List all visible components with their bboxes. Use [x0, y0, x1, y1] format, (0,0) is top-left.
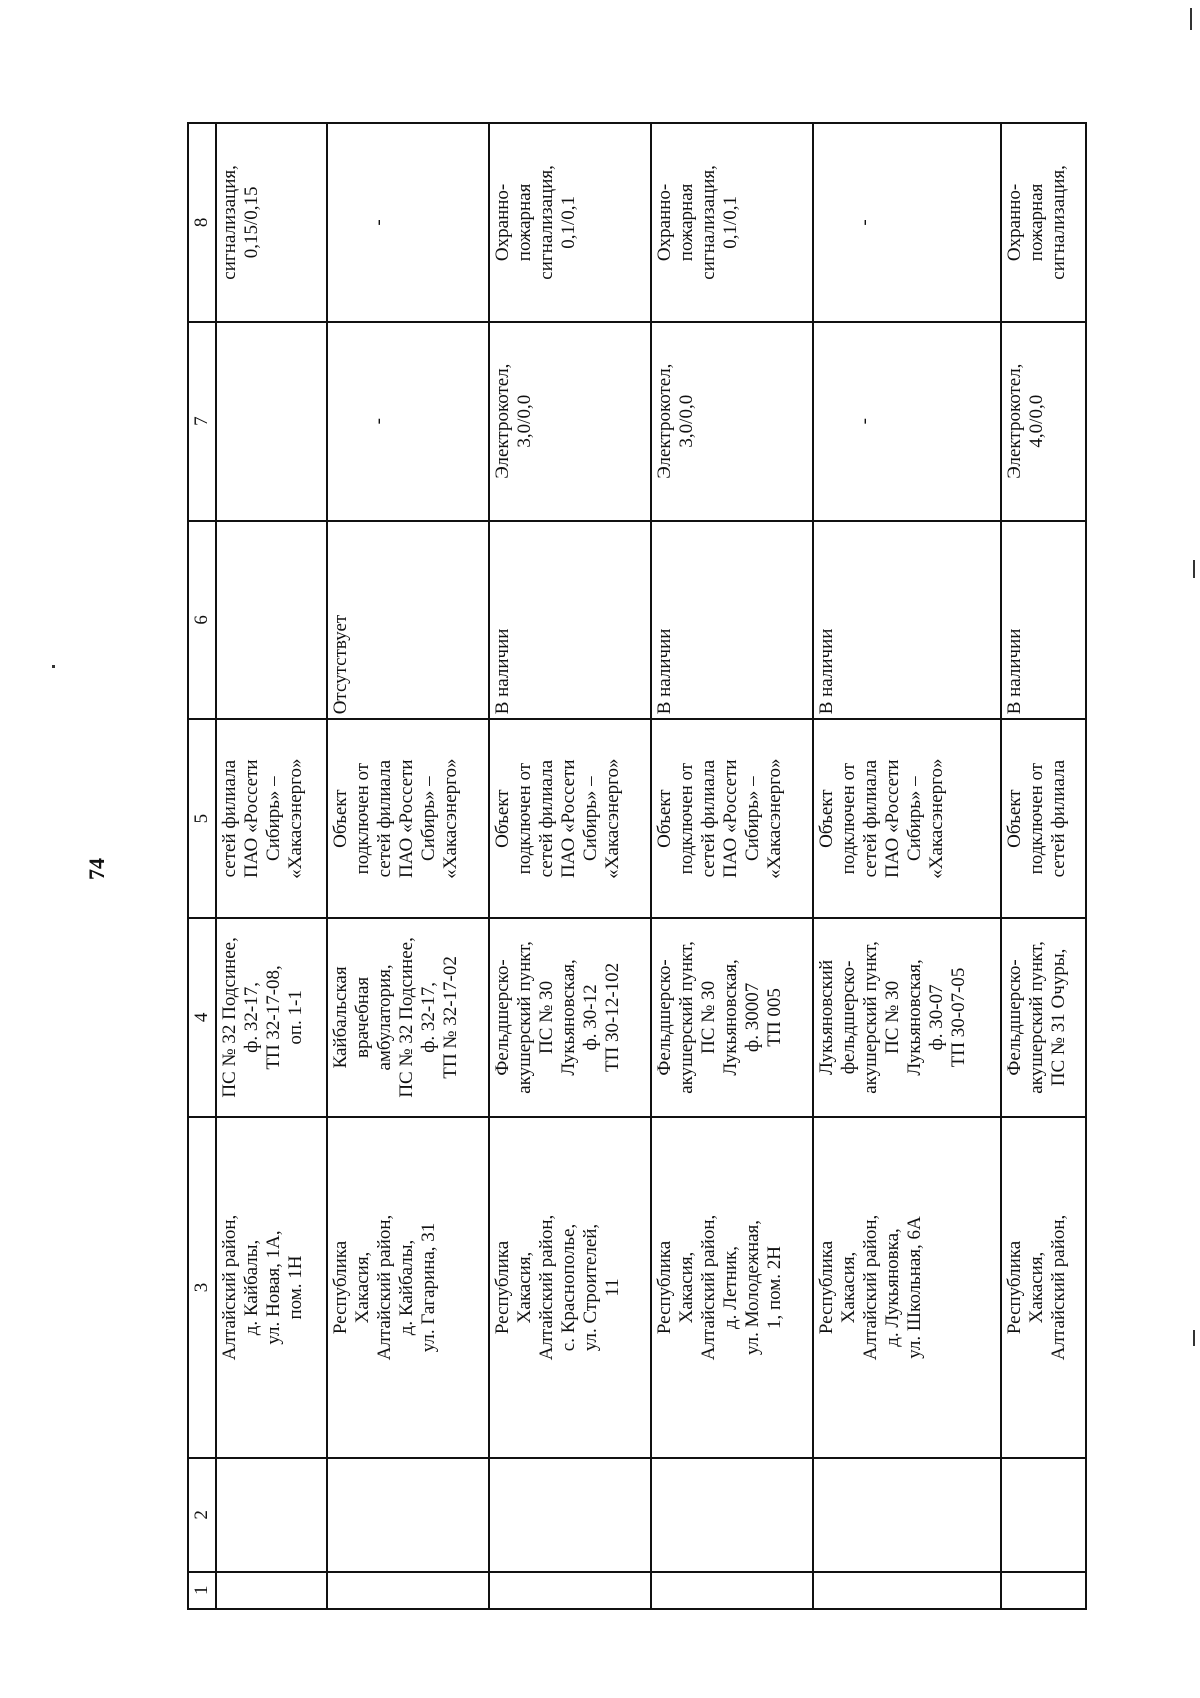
rotated-table-container: [187, 165, 1087, 1610]
cell-line: Объект: [329, 789, 351, 848]
cell-line: пожарная: [675, 183, 697, 262]
cell-line: Электрокотел,: [491, 363, 513, 479]
cell-line: ф. 30-07: [926, 984, 948, 1051]
cell-line: пом. 1Н: [285, 1255, 306, 1320]
cell-line: В наличии: [491, 628, 513, 715]
cell-line: с. Краснополье,: [557, 1223, 579, 1352]
cell-col-5: [327, 719, 489, 918]
cell-col-6: [1001, 521, 1086, 720]
table-row: [489, 123, 651, 1609]
cell-col-2: [813, 1458, 1001, 1571]
cell-line: ТП 30-12-102: [601, 962, 623, 1073]
cell-line: Охранно-: [653, 183, 675, 262]
table-row: [327, 123, 489, 1609]
cell-line: Республика: [653, 1240, 675, 1335]
cell-line: ПС № 30: [535, 980, 557, 1054]
cell-col-3: [216, 1117, 327, 1458]
cell-line: оп. 1-1: [285, 990, 306, 1045]
cell-line: фельдшерско-: [838, 960, 860, 1075]
scan-mark-right-top: [1190, 8, 1192, 30]
cell-col-4: [813, 918, 1001, 1117]
cell-col-8: [327, 123, 489, 322]
cell-col-6: [216, 521, 327, 720]
cell-col-7: [327, 322, 489, 521]
cell-line: сигнализация,: [535, 165, 557, 280]
header-row: [188, 123, 216, 1609]
cell-line: ул. Новая, 1А,: [263, 1230, 284, 1345]
cell-col-2: [651, 1458, 813, 1571]
cell-line: ПАО «Россети: [557, 759, 579, 878]
cell-col-4: [216, 918, 327, 1117]
cell-line: подключен от: [351, 762, 373, 875]
cell-line: сетей филиала: [373, 759, 395, 878]
cell-line: Хакасия,: [838, 1251, 860, 1324]
table-row: [216, 123, 327, 1609]
cell-line: Фельдшерско-: [491, 959, 513, 1076]
cell-col-7: [813, 322, 1001, 521]
cell-line: 11: [601, 1278, 623, 1297]
cell-col-1: [489, 1572, 651, 1609]
cell-col-6: [489, 521, 651, 720]
cell-line: сетей филиала: [697, 759, 719, 878]
header-cell-3: 3: [188, 1117, 216, 1458]
cell-line: Сибирь» –: [417, 776, 439, 861]
cell-line: ПАО «Россети: [719, 759, 741, 878]
cell-line: В наличии: [653, 628, 675, 715]
cell-col-1: [327, 1572, 489, 1609]
cell-col-1: [813, 1572, 1001, 1609]
cell-line: Охранно-: [1004, 183, 1026, 262]
cell-line: д. Кайбалы,: [395, 1239, 417, 1336]
cell-col-8: [216, 123, 327, 322]
cell-line: ПАО «Россети: [395, 759, 417, 878]
cell-line: сетей филиала: [1048, 759, 1070, 878]
cell-line: ул. Молодежная,: [741, 1219, 763, 1356]
header-cell-6: 6: [188, 521, 216, 720]
cell-col-5: [651, 719, 813, 918]
cell-col-5: [813, 719, 1001, 918]
cell-col-1: [216, 1572, 327, 1609]
cell-line: сигнализация,: [1048, 165, 1070, 280]
scan-mark-right-mid: [1193, 560, 1195, 578]
cell-line: «Хакасэнерго»: [926, 758, 948, 879]
cell-col-1: [1001, 1572, 1086, 1609]
cell-col-3: [651, 1117, 813, 1458]
cell-line: акушерский пункт,: [513, 941, 535, 1094]
cell-line: подключен от: [1026, 762, 1048, 875]
cell-col-4: [327, 918, 489, 1117]
cell-col-2: [216, 1458, 327, 1571]
table-row: [651, 123, 813, 1609]
cell-line: Хакасия,: [1026, 1251, 1048, 1324]
cell-line: Электрокотел,: [1004, 363, 1026, 479]
cell-line: «Хакасэнерго»: [285, 758, 306, 879]
table-row: [1001, 123, 1086, 1609]
header-cell-4: 4: [188, 918, 216, 1117]
cell-line: ул. Гагарина, 31: [417, 1222, 439, 1353]
cell-line: пожарная: [513, 183, 535, 262]
header-cell-5: 5: [188, 719, 216, 918]
cell-line: подключен от: [838, 762, 860, 875]
cell-line: Сибирь» –: [904, 776, 926, 861]
cell-line: Фельдшерско-: [1004, 959, 1026, 1076]
cell-line: 0,1/0,1: [557, 196, 579, 249]
cell-line: сигнализация,: [219, 165, 240, 280]
cell-line: ПС № 30: [697, 980, 719, 1054]
cell-col-5: [1001, 719, 1086, 918]
cell-col-7: [1001, 322, 1086, 521]
cell-line: 4,0/0,0: [1026, 394, 1048, 448]
cell-line: ТП 30-07-05: [948, 967, 970, 1068]
cell-col-4: [1001, 918, 1086, 1117]
cell-line: ПС № 32 Подсинее,: [395, 937, 417, 1098]
cell-col-1: [651, 1572, 813, 1609]
cell-line: Сибирь» –: [741, 776, 763, 861]
cell-line: Хакасия,: [513, 1251, 535, 1324]
cell-line: 0,15/0,15: [241, 186, 262, 259]
cell-line: акушерский пункт,: [860, 941, 882, 1094]
header-cell-7: 7: [188, 322, 216, 521]
cell-line: ф. 32-17,: [417, 981, 439, 1053]
cell-col-6: [327, 521, 489, 720]
cell-line: 3,0/0,0: [675, 394, 697, 448]
cell-line: Алтайский район,: [860, 1214, 882, 1361]
cell-line: -: [367, 418, 389, 425]
cell-line: Сибирь» –: [263, 776, 284, 861]
cell-line: ПС № 32 Подсинее,: [219, 937, 240, 1098]
cell-line: подключен от: [513, 762, 535, 875]
cell-line: ПС № 31 Очуры,: [1048, 948, 1070, 1087]
cell-col-3: [489, 1117, 651, 1458]
cell-col-2: [327, 1458, 489, 1571]
cell-line: ТП 32-17-08,: [263, 965, 284, 1070]
cell-line: сетей филиала: [860, 759, 882, 878]
cell-line: ТП № 32-17-02: [439, 956, 461, 1079]
cell-line: Лукьяновская,: [557, 959, 579, 1076]
table-body: [216, 123, 1086, 1609]
cell-line: сигнализация,: [697, 165, 719, 280]
cell-col-4: [651, 918, 813, 1117]
cell-line: Отсутствует: [329, 614, 351, 715]
cell-line: Охранно-: [491, 183, 513, 262]
cell-line: Объект: [1004, 789, 1026, 848]
cell-col-3: [327, 1117, 489, 1458]
cell-line: д. Летник,: [719, 1246, 741, 1329]
cell-line: Кайбальская: [329, 966, 351, 1069]
header-cell-1: 1: [188, 1572, 216, 1609]
cell-col-6: [813, 521, 1001, 720]
cell-line: акушерский пункт,: [1026, 941, 1048, 1094]
cell-line: Лукьяновская,: [719, 959, 741, 1076]
cell-line: ф. 32-17,: [241, 981, 262, 1053]
cell-line: акушерский пункт,: [675, 941, 697, 1094]
cell-col-8: [489, 123, 651, 322]
cell-line: ПС № 30: [882, 980, 904, 1054]
cell-line: д. Лукьяновка,: [882, 1228, 904, 1347]
cell-line: Алтайский район,: [1048, 1214, 1070, 1361]
cell-line: «Хакасэнерго»: [439, 758, 461, 879]
cell-line: Алтайский район,: [219, 1214, 240, 1361]
cell-line: Электрокотел,: [653, 363, 675, 479]
cell-line: 1, пом. 2Н: [763, 1245, 785, 1330]
cell-line: врачебная: [351, 976, 373, 1058]
cell-line: -: [854, 219, 876, 226]
header-cell-8: 8: [188, 123, 216, 322]
cell-line: ул. Строителей,: [579, 1223, 601, 1352]
cell-col-7: [216, 322, 327, 521]
cell-col-5: [489, 719, 651, 918]
cell-line: Республика: [491, 1240, 513, 1335]
cell-line: Алтайский район,: [697, 1214, 719, 1361]
cell-line: -: [854, 418, 876, 425]
cell-line: Объект: [491, 789, 513, 848]
cell-line: Республика: [329, 1240, 351, 1335]
cell-col-6: [651, 521, 813, 720]
cell-col-8: [1001, 123, 1086, 322]
cell-line: ТП 005: [763, 988, 785, 1047]
cell-line: Республика: [816, 1240, 838, 1335]
cell-line: Сибирь» –: [579, 776, 601, 861]
cell-line: Лукьяновская,: [904, 959, 926, 1076]
cell-col-4: [489, 918, 651, 1117]
cell-col-5: [216, 719, 327, 918]
scan-mark-right-low: [1193, 1330, 1195, 1346]
cell-line: 3,0/0,0: [513, 394, 535, 448]
cell-line: Алтайский район,: [373, 1214, 395, 1361]
page-number: 74: [84, 858, 109, 880]
cell-line: Объект: [816, 789, 838, 848]
cell-line: Хакасия,: [351, 1251, 373, 1324]
cell-line: Алтайский район,: [535, 1214, 557, 1361]
cell-line: «Хакасэнерго»: [601, 758, 623, 879]
header-cell-2: 2: [188, 1458, 216, 1571]
cell-line: -: [367, 219, 389, 226]
cell-line: Хакасия,: [675, 1251, 697, 1324]
cell-col-7: [489, 322, 651, 521]
cell-line: ПАО «Россети: [241, 759, 262, 878]
cell-line: сетей филиала: [219, 759, 240, 878]
table-row: [813, 123, 1001, 1609]
cell-col-8: [651, 123, 813, 322]
cell-line: Объект: [653, 789, 675, 848]
data-table: [187, 122, 1087, 1610]
cell-line: «Хакасэнерго»: [763, 758, 785, 879]
cell-line: Фельдшерско-: [653, 959, 675, 1076]
cell-line: ф. 30-12: [579, 984, 601, 1051]
cell-col-3: [813, 1117, 1001, 1458]
cell-line: д. Кайбалы,: [241, 1239, 262, 1336]
cell-line: Республика: [1004, 1240, 1026, 1335]
cell-line: 0,1/0,1: [719, 196, 741, 249]
cell-col-2: [489, 1458, 651, 1571]
cell-line: ПАО «Россети: [882, 759, 904, 878]
cell-col-8: [813, 123, 1001, 322]
cell-line: ф. 30007: [741, 982, 763, 1053]
cell-col-7: [651, 322, 813, 521]
cell-col-2: [1001, 1458, 1086, 1571]
cell-line: подключен от: [675, 762, 697, 875]
cell-line: амбулатория,: [373, 964, 395, 1071]
cell-line: В наличии: [816, 628, 838, 715]
cell-line: ул. Школьная, 6А: [904, 1216, 926, 1359]
cell-line: сетей филиала: [535, 759, 557, 878]
cell-line: Лукьяновский: [816, 959, 838, 1075]
cell-col-3: [1001, 1117, 1086, 1458]
scan-mark-left-dot: [52, 665, 55, 668]
cell-line: пожарная: [1026, 183, 1048, 262]
cell-line: В наличии: [1004, 628, 1026, 715]
